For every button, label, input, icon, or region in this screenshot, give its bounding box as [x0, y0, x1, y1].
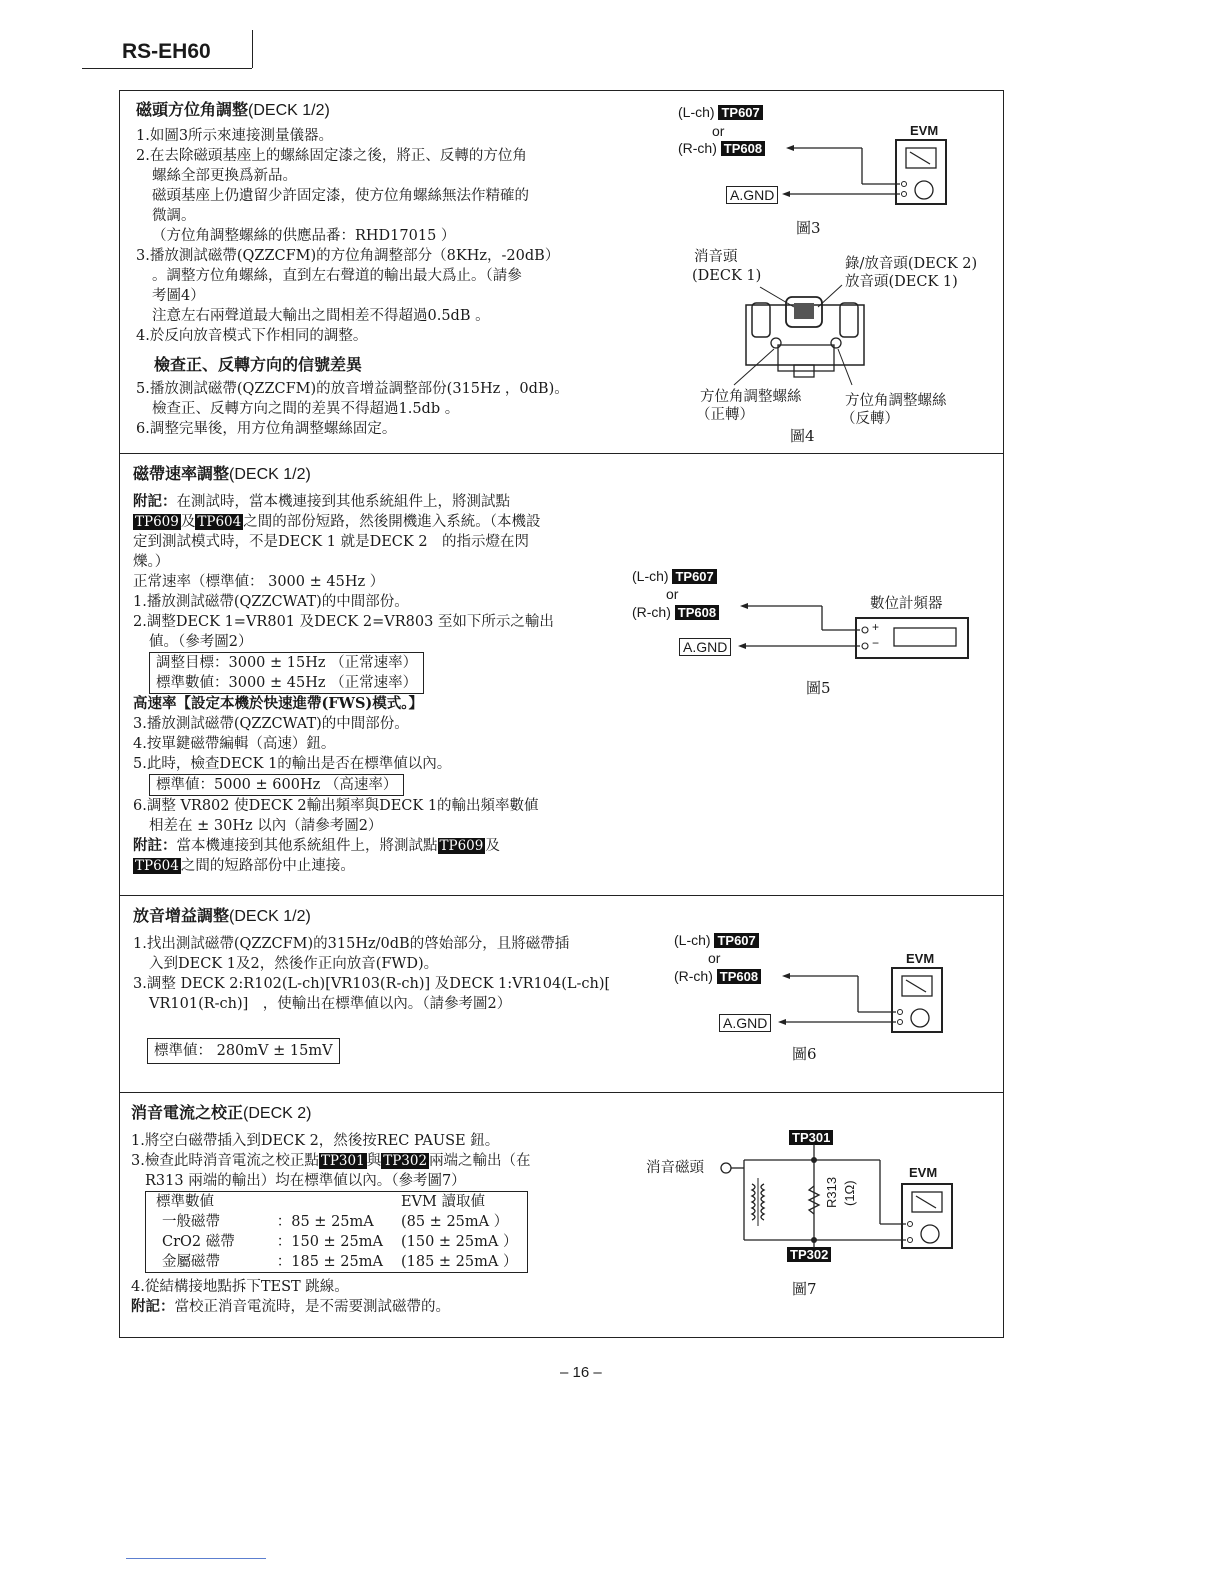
- evm-label: EVM: [909, 1165, 938, 1180]
- instruction-line: 注意左右兩聲道最大輸出之間相差不得超過0.5dB 。: [152, 308, 490, 324]
- figure-3: [678, 104, 978, 237]
- instruction-line: 3.播放測試磁帶(QZZCFM)的方位角調整部分（8KHz，-20dB）: [136, 248, 560, 264]
- tp301-label: TP301: [320, 1153, 365, 1169]
- erase-head-label: 消音磁頭: [646, 1160, 704, 1176]
- instruction-list: [136, 379, 569, 439]
- tp608-label: TP608: [717, 969, 761, 984]
- screw-reverse-label: 方位角調整螺絲: [845, 393, 947, 409]
- figure-caption: 圖6: [792, 1045, 817, 1063]
- resistor-label: R313: [824, 1176, 839, 1208]
- tape-type-cell: CrO2 磁帶: [162, 1234, 235, 1250]
- agnd-label: A.GND: [726, 186, 778, 204]
- evm-wiring-diagram: [674, 932, 974, 1067]
- evm-wiring-diagram: [678, 104, 978, 234]
- header-rule: [82, 68, 252, 69]
- tp608-label: TP608: [675, 605, 719, 620]
- instruction-line: 相差在 ± 30Hz 以內（請參考圖2）: [149, 818, 383, 834]
- instruction-line: （方位角調整螺絲的供應品番：RHD17015 ）: [152, 228, 456, 244]
- instruction-line: 考圖4）: [152, 288, 205, 304]
- rch-label: (R-ch): [674, 968, 713, 984]
- standard-value-cell: ：85 ± 25mA: [276, 1214, 374, 1230]
- screw-forward-direction: （正轉）: [696, 407, 754, 423]
- tp608-label: TP608: [721, 141, 765, 156]
- spec-box: [149, 652, 424, 694]
- table-row: [150, 1212, 523, 1232]
- instruction-line: 6.調整完畢後，用方位角調整螺絲固定。: [136, 421, 397, 437]
- instruction-line: 2.在去除磁頭基座上的螺絲固定漆之後，將正、反轉的方位角: [136, 148, 527, 164]
- instruction-line: 4.於反向放音模式下作相同的調整。: [136, 328, 368, 344]
- table-header: 標準數値: [156, 1194, 214, 1210]
- spec-table: [150, 1192, 523, 1272]
- section-divider: [119, 895, 1004, 896]
- note-text: 及: [485, 838, 500, 854]
- lch-label: (L-ch): [632, 568, 669, 584]
- note-lead: 附註：: [133, 837, 177, 854]
- instruction-line: VR101(R-ch)] ，使輸出在標準値以內。（請參考圖2）: [149, 996, 512, 1012]
- section-tape-speed: [133, 461, 554, 876]
- figure-6: [674, 932, 974, 1067]
- note-text: 在測試時，當本機連接到其他系統組件上，將測試點: [176, 494, 510, 510]
- standard-value-cell: ：150 ± 25mA: [276, 1234, 383, 1250]
- instruction-text: 與: [366, 1153, 382, 1169]
- instruction-line: 1.如圖3所示來連接測量儀器。: [136, 128, 334, 144]
- tp604-label: TP604: [135, 858, 179, 874]
- erase-circuit-diagram: [644, 1128, 954, 1303]
- note-text: 爍。）: [133, 554, 170, 570]
- tape-type-cell: 一般磁帶: [162, 1214, 220, 1230]
- model-number: RS-EH60: [122, 40, 211, 63]
- figure-caption: 圖7: [792, 1280, 817, 1298]
- spec-standard: 標準數値：3000 ± 45Hz （正常速率）: [156, 675, 418, 691]
- note-text: 當校正消音電流時，是不需要測試磁帶的。: [174, 1299, 450, 1315]
- section-divider: [119, 453, 1004, 454]
- page-number: – 16 –: [560, 1364, 602, 1381]
- note-lead: 附記：: [131, 1298, 175, 1315]
- instruction-line: 。調整方位角螺絲，直到左右聲道的輸出最大爲止。（請參: [152, 268, 522, 284]
- note-text: 當本機連接到其他系統組件上，將測試點: [176, 838, 438, 854]
- instruction-line: 3.播放測試磁帶(QZZCWAT)的中間部份。: [133, 716, 409, 732]
- spec-box: [147, 1038, 340, 1064]
- tp609-label: TP609: [135, 514, 179, 530]
- figure-4: [690, 245, 1000, 445]
- screw-forward-label: 方位角調整螺絲: [700, 389, 802, 405]
- instruction-line: 6.調整 VR802 使DECK 2輸出頻率與DECK 1的輸出頻率數値: [133, 798, 539, 814]
- instruction-line: 檢查正、反轉方向之間的差異不得超過1.5db 。: [152, 401, 460, 417]
- standard-value-cell: ：185 ± 25mA: [276, 1254, 383, 1270]
- or-label: or: [666, 586, 679, 602]
- table-row: [150, 1252, 523, 1272]
- evm-reading-cell: (85 ± 25mA ）: [400, 1214, 509, 1230]
- table-row: [150, 1232, 523, 1252]
- tp302-label: TP302: [383, 1153, 428, 1169]
- figure-caption: 圖5: [806, 679, 831, 697]
- note-block: [133, 492, 554, 572]
- section-title: [131, 1100, 531, 1123]
- table-header-row: [150, 1192, 523, 1212]
- spec-target: 調整目標：3000 ± 15Hz （正常速率）: [156, 655, 418, 671]
- header-rule-vertical: [252, 30, 253, 68]
- instruction-text: 兩端之輸出（在: [429, 1153, 531, 1169]
- or-label: or: [712, 123, 725, 139]
- evm-reading-cell: (185 ± 25mA ）: [400, 1254, 518, 1270]
- frequency-counter-label: 數位計頻器: [870, 596, 943, 612]
- lch-label: (L-ch): [674, 932, 711, 948]
- erase-head-deck-label: (DECK 1): [692, 268, 762, 284]
- instruction-line: 4.按單鍵磁帶編輯（高速）鈕。: [133, 736, 336, 752]
- figure-caption: 圖4: [790, 427, 815, 445]
- tp607-label: TP607: [714, 933, 758, 948]
- section-azimuth: [136, 97, 569, 439]
- figure-caption: 圖3: [796, 219, 821, 237]
- erase-current-spec-table: [145, 1191, 528, 1273]
- counter-wiring-diagram: [632, 568, 977, 703]
- instruction-list: [136, 126, 569, 346]
- minus-terminal: −: [872, 636, 880, 650]
- tp609-label: TP609: [439, 838, 484, 854]
- or-label: or: [708, 950, 721, 966]
- title-subtext: (DECK 1/2): [248, 102, 330, 119]
- screw-reverse-direction: （反轉）: [841, 411, 899, 427]
- instruction-line: R313 兩端的輸出）均在標準値以內。（參考圖7）: [145, 1173, 466, 1189]
- title-text: 磁帶速率調整: [133, 464, 230, 483]
- note-lead: 附記：: [133, 493, 177, 510]
- instruction-line: 1.將空白磁帶插入到DECK 2，然後按REC PAUSE 鈕。: [131, 1133, 500, 1149]
- note-text: 定到測試模式時，不是DECK 1 就是DECK 2 的指示燈在閃: [133, 534, 530, 550]
- erase-head-label: 消音頭: [694, 249, 738, 265]
- rch-label: (R-ch): [678, 140, 717, 156]
- spec-standard: 標準値：5000 ± 600Hz （高速率）: [156, 777, 398, 793]
- instruction-line: 1.找出測試磁帶(QZZCFM)的315Hz/0dB的啓始部分，且將磁帶插: [133, 936, 570, 952]
- tp301-label: TP301: [789, 1130, 833, 1145]
- resistor-value: (1Ω): [842, 1180, 857, 1206]
- title-subtext: (DECK 1/2): [229, 908, 311, 925]
- title-subtext: (DECK 1/2): [229, 466, 311, 483]
- normal-speed-heading: 正常速率（標準値： 3000 ± 45Hz ）: [133, 574, 385, 590]
- title-text: 磁頭方位角調整: [136, 100, 249, 119]
- plus-terminal: +: [872, 620, 880, 634]
- instruction-line: 1.播放測試磁帶(QZZCWAT)的中間部份。: [133, 594, 409, 610]
- instruction-list: [131, 1131, 531, 1191]
- instruction-text: 3.檢查此時消音電流之校正點: [131, 1153, 319, 1169]
- instruction-line: 螺絲全部更換爲新品。: [152, 168, 297, 184]
- note-text: 及: [180, 514, 196, 530]
- agnd-label: A.GND: [679, 638, 731, 656]
- instruction-line: 5.此時，檢查DECK 1的輸出是否在標準値以內。: [133, 756, 452, 772]
- section-title: [136, 97, 569, 120]
- title-subtext: (DECK 2): [243, 1105, 312, 1122]
- instruction-line: 2.調整DECK 1=VR801 及DECK 2=VR803 至如下所示之輸出: [133, 614, 554, 630]
- subheading: 檢查正、反轉方向的信號差異: [154, 355, 363, 374]
- tp607-label: TP607: [672, 569, 716, 584]
- instruction-line: 3.調整 DECK 2:R102(L-ch)[VR103(R-ch)] 及DECK 1:VR104(L-ch)[: [133, 976, 611, 992]
- lch-label: (L-ch): [678, 104, 715, 120]
- section-divider: [119, 1092, 1004, 1093]
- instruction-line: 磁頭基座上仍遺留少許固定漆，使方位角螺絲無法作精確的: [152, 188, 529, 204]
- instruction-line: 4.從結構接地點拆下TEST 跳線。: [131, 1279, 349, 1295]
- instruction-line: 5.播放測試磁帶(QZZCFM)的放音增益調整部份(315Hz ，0dB)。: [136, 381, 569, 397]
- play-head-label: 放音頭(DECK 1): [845, 274, 958, 290]
- tape-type-cell: 金屬磁帶: [162, 1254, 220, 1270]
- instruction-line: 入到DECK 1及2，然後作正向放音(FWD)。: [149, 956, 439, 972]
- section-title: [133, 903, 610, 926]
- instruction-line: 値。（參考圖2）: [149, 634, 253, 650]
- title-text: 消音電流之校正: [131, 1103, 244, 1122]
- spec-box: [149, 774, 404, 796]
- tp302-label: TP302: [787, 1247, 831, 1262]
- tp604-label: TP604: [197, 514, 242, 530]
- evm-reading-cell: (150 ± 25mA ）: [400, 1234, 518, 1250]
- note-text: 之間的短路部份中止連接。: [180, 858, 355, 874]
- instruction-line: 微調。: [152, 208, 196, 224]
- rec-head-label: 錄/放音頭(DECK 2): [845, 256, 978, 272]
- tp607-label: TP607: [718, 105, 762, 120]
- instruction-list: [133, 934, 610, 1014]
- evm-label: EVM: [906, 951, 935, 966]
- section-title: [133, 461, 554, 484]
- title-text: 放音增益調整: [133, 906, 230, 925]
- table-header: EVM 讀取値: [400, 1194, 485, 1210]
- footer-rule: [126, 1558, 266, 1559]
- high-speed-heading: 高速率【設定本機於快速進帶(FWS)模式。】: [133, 695, 424, 712]
- spec-standard: 標準値： 280mV ± 15mV: [154, 1043, 333, 1059]
- evm-label: EVM: [910, 123, 939, 138]
- section-playback-gain: [133, 903, 610, 1064]
- figure-5: [632, 568, 977, 703]
- note-text: 之間的部份短路，然後開機進入系統。（本機設: [243, 514, 541, 530]
- agnd-label: A.GND: [719, 1014, 771, 1032]
- figure-7: [644, 1128, 954, 1303]
- rch-label: (R-ch): [632, 604, 671, 620]
- section-erase-current: [131, 1100, 531, 1317]
